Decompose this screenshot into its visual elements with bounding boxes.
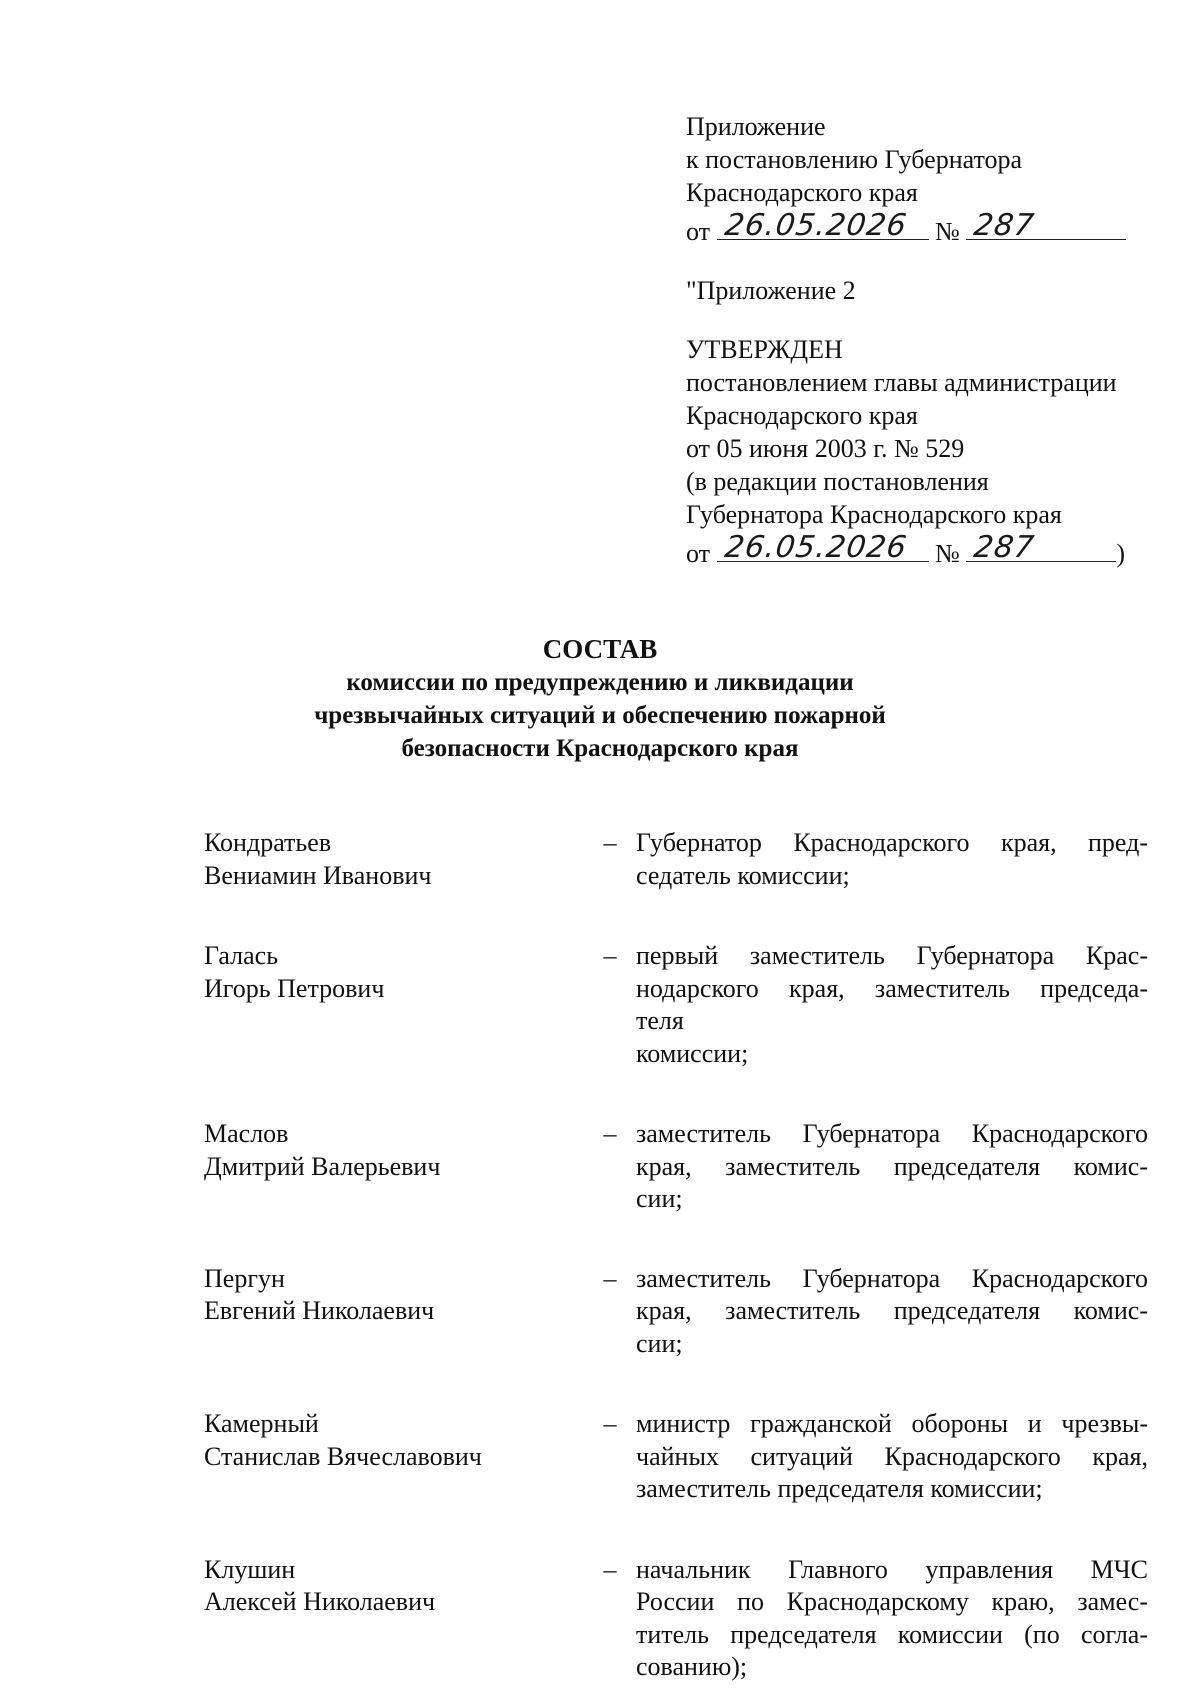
member-role-line: комиссии; [636, 1038, 749, 1068]
approved-date-blank [717, 530, 929, 565]
member-role [636, 1118, 1148, 1216]
member-dash: – [603, 1409, 617, 1438]
member-role [636, 940, 1148, 1070]
appendix-date-blank [717, 208, 929, 243]
member-name [204, 1118, 584, 1216]
approved-number-blank [966, 530, 1116, 565]
member-given-names: Станислав Вячеславович [204, 1441, 482, 1471]
member-given-names: Вениамин Иванович [204, 860, 432, 890]
document-title: СОСТАВ [542, 634, 658, 664]
member-role-line: первый заместитель Губернатора Крас- [636, 941, 1148, 970]
member-entry [204, 827, 1154, 892]
member-dash: – [603, 1554, 617, 1584]
member-given-names: Игорь Петрович [204, 973, 385, 1003]
member-role-line: России по Краснодарскому краю, замес- [636, 1587, 1148, 1616]
document-title-block [0, 632, 1200, 765]
appendix-number-handwritten: 287 [971, 208, 1038, 243]
member-role-line: заместитель Губернатора Краснодарского [636, 1119, 1148, 1148]
member-name [204, 1408, 584, 1506]
approved-heading: УТВЕРЖДЕН [686, 335, 843, 364]
approved-line-2: Краснодарского края [686, 401, 918, 430]
member-name [204, 827, 584, 892]
member-dash: – [603, 1119, 617, 1148]
appendix-date-line [686, 209, 1166, 248]
member-surname: Клушин [204, 1554, 296, 1584]
appendix-region: Краснодарского края [686, 178, 918, 207]
member-given-names: Алексей Николаевич [204, 1587, 436, 1616]
member-role-line: министр гражданской обороны и чрезвы- [636, 1409, 1148, 1438]
member-dash: – [603, 941, 617, 970]
approved-date-line [686, 531, 1166, 570]
approved-line-1: постановлением главы администрации [686, 368, 1117, 397]
member-name [204, 1554, 584, 1684]
appendix-header [686, 110, 1166, 570]
appendix-date-handwritten: 26.05.2026 [722, 208, 909, 243]
member-entry [204, 940, 1154, 1070]
member-role-line: нодарского края, заместитель председа- [636, 973, 1148, 1003]
appendix-number-sign: № [935, 217, 960, 246]
members-list [204, 827, 1154, 1684]
member-role-line: сованию); [636, 1652, 748, 1681]
document-subtitle-line-1: комиссии по предупреждению и ликвидации [346, 669, 854, 696]
member-role-line: заместитель председателя комиссии; [636, 1474, 1043, 1503]
document-subtitle-line-3: безопасности Краснодарского края [401, 735, 799, 762]
member-role-line: седатель комиссии; [636, 860, 850, 890]
member-surname: Камерный [204, 1409, 319, 1438]
appendix-reference: к постановлению Губернатора [686, 145, 1023, 174]
approved-date-prefix: от [686, 539, 711, 568]
member-role-line: титель председателя комиссии (по согла- [636, 1619, 1148, 1649]
approved-closing-paren: ) [1116, 539, 1126, 568]
member-role-line: края, заместитель председателя комис- [636, 1151, 1148, 1181]
appendix-title: Приложение [686, 112, 826, 141]
member-surname: Пергун [204, 1263, 285, 1293]
member-role-line: чайных ситуаций Краснодарского края, [636, 1441, 1148, 1471]
member-surname: Маслов [204, 1119, 289, 1148]
appendix2-title: "Приложение 2 [686, 276, 856, 305]
member-role-line: Губернатор Краснодарского края, пред- [636, 828, 1148, 857]
member-entry [204, 1554, 1154, 1684]
member-surname: Кондратьев [204, 828, 332, 857]
approved-number-sign: № [935, 539, 960, 568]
member-role-line: заместитель Губернатора Краснодарского [636, 1263, 1148, 1293]
member-name [204, 1263, 584, 1361]
approved-line-4: (в редакции постановления [686, 467, 989, 496]
member-role [636, 1554, 1148, 1684]
document-subtitle-line-2: чрезвычайных ситуаций и обеспечению пожарной [314, 702, 886, 729]
member-role [636, 1263, 1148, 1361]
member-dash: – [603, 828, 617, 857]
approved-line-5: Губернатора Краснодарского края [686, 500, 1062, 529]
member-role-line: сии; [636, 1184, 683, 1213]
member-role-line: теля [636, 1006, 684, 1035]
approved-number-handwritten: 287 [971, 530, 1038, 565]
approved-date-handwritten: 26.05.2026 [722, 530, 909, 565]
appendix-date-prefix: от [686, 217, 711, 246]
member-dash: – [603, 1263, 617, 1293]
member-role-line: края, заместитель председателя комис- [636, 1296, 1148, 1325]
member-entry [204, 1408, 1154, 1506]
appendix-number-blank [966, 208, 1126, 243]
member-role-line: начальник Главного управления МЧС [636, 1554, 1148, 1584]
member-given-names: Дмитрий Валерьевич [204, 1151, 441, 1181]
approved-line-3: от 05 июня 2003 г. № 529 [686, 434, 965, 463]
member-role-line: сии; [636, 1328, 683, 1358]
member-surname: Галась [204, 941, 279, 970]
member-given-names: Евгений Николаевич [204, 1296, 435, 1325]
member-entry [204, 1263, 1154, 1361]
member-entry [204, 1118, 1154, 1216]
member-role [636, 827, 1148, 892]
member-role [636, 1408, 1148, 1506]
member-name [204, 940, 584, 1070]
